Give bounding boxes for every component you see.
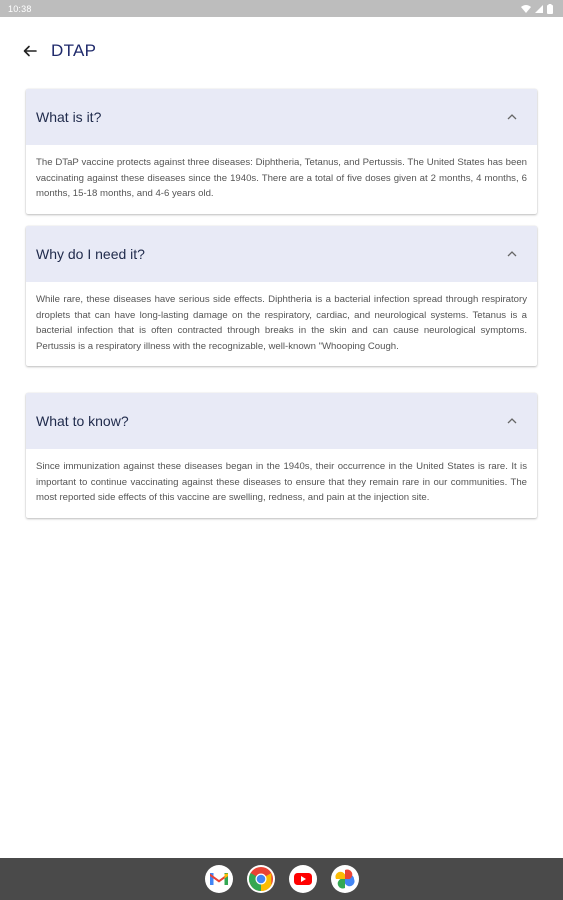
card-what-to-know <box>26 393 537 518</box>
card-header-what-is-it[interactable] <box>26 89 537 145</box>
chevron-up-icon[interactable] <box>505 414 519 428</box>
photos-icon[interactable] <box>331 865 359 893</box>
arrow-back-icon <box>23 44 37 62</box>
chrome-icon[interactable] <box>247 865 275 893</box>
youtube-icon[interactable] <box>289 865 317 893</box>
gmail-icon[interactable] <box>205 865 233 893</box>
back-button[interactable] <box>20 43 40 63</box>
app-bar <box>0 17 563 87</box>
card-title: What to know? <box>36 413 129 429</box>
status-bar <box>0 0 563 17</box>
chevron-up-icon[interactable] <box>505 247 519 261</box>
card-body: The DTaP vaccine protects against three diseases: Diphtheria, Tetanus, and Pertussis. The United States has been vaccinating against these diseases since the 1940s. There are a total of five doses given at 2 months, 4 months, 6 months, 15-18 months, and 4-6 years old. <box>36 157 527 199</box>
card-why-do-i-need-it <box>26 226 537 366</box>
card-header-why-do-i-need-it[interactable] <box>26 226 537 282</box>
signal-icon <box>535 5 543 13</box>
card-title: Why do I need it? <box>36 246 145 262</box>
nav-bar <box>0 858 563 900</box>
card-body: Since immunization against these diseases began in the 1940s, their occurrence in the United States is rare. It is important to continue vaccinating against these diseases to ensure that they remain rare in our communities. The most reported side effects of this vaccine are swelling, redness, and pain at the injection site. <box>36 461 527 503</box>
chevron-up-icon[interactable] <box>505 110 519 124</box>
status-time: 10:38 <box>8 3 32 14</box>
battery-icon <box>547 4 553 14</box>
card-title: What is it? <box>36 109 102 125</box>
wifi-icon <box>521 5 531 13</box>
status-icons <box>521 4 553 14</box>
card-body: While rare, these diseases have serious side effects. Diphtheria is a bacterial infection spread through respiratory droplets that can have long-lasting damage on the respiratory, cardiac, and neurological systems. Tetanus is a bacterial infection that is often contracted through breaks in the skin and can cause neurological symptoms. Pertussis is a respiratory illness with the recognizable, well-known "Whooping Cough. <box>36 294 527 352</box>
page-title: DTAP <box>51 41 97 60</box>
card-what-is-it <box>26 89 537 214</box>
card-header-what-to-know[interactable] <box>26 393 537 449</box>
